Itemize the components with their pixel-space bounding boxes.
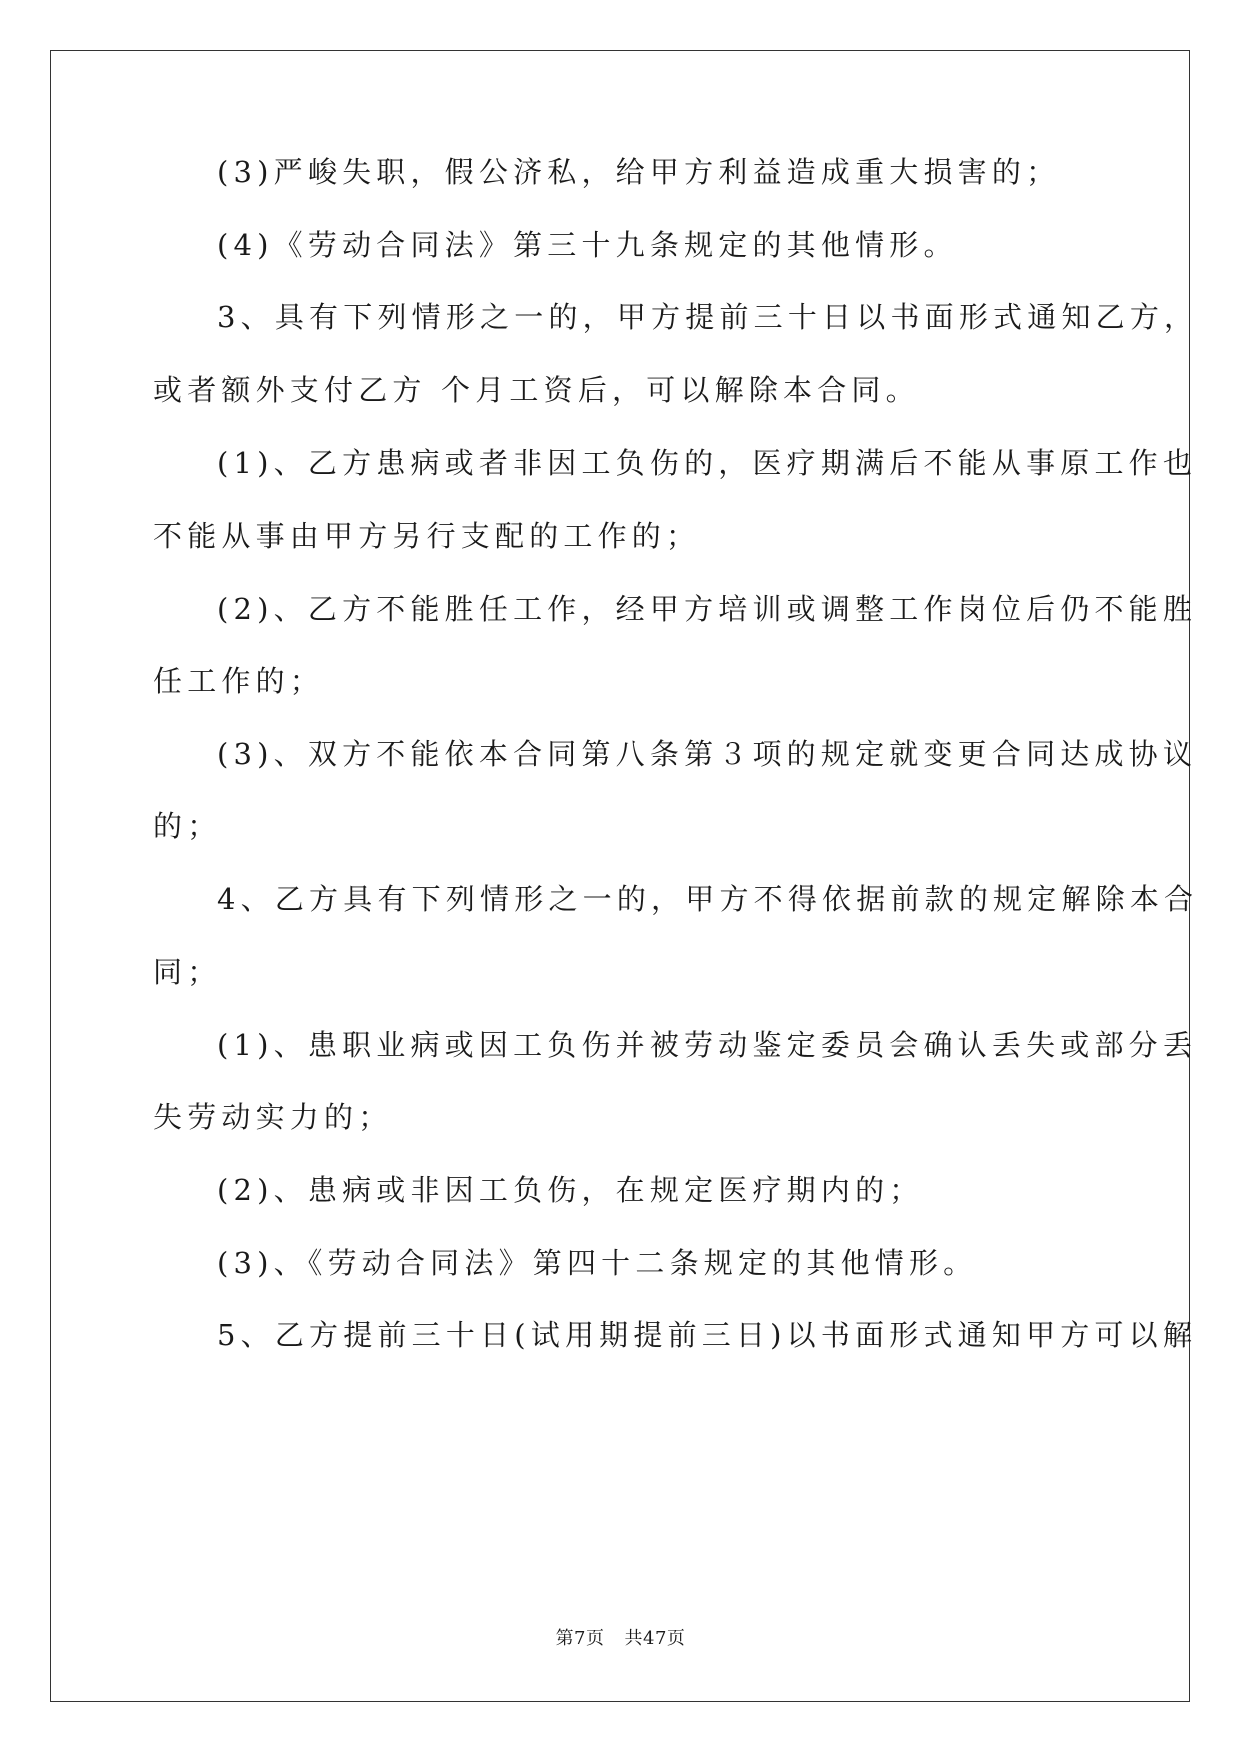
paragraph-line: 4、乙方具有下列情形之一的，甲方不得依据前款的规定解除本合 [217, 882, 1199, 916]
total-pages: 共47页 [624, 1628, 686, 1649]
paragraph-line: (3)严峻失职，假公济私，给甲方利益造成重大损害的； [217, 155, 1061, 189]
paragraph-line: 或者额外支付乙方 个月工资后，可以解除本合同。 [153, 373, 920, 407]
paragraph-line: (1)、乙方患病或者非因工负伤的，医疗期满后不能从事原工作也 [217, 446, 1198, 480]
paragraph-line: (4)《劳动合同法》第三十九条规定的其他情形。 [217, 228, 958, 262]
paragraph-line: 的； [153, 809, 222, 843]
paragraph-line: (2)、乙方不能胜任工作，经甲方培训或调整工作岗位后仍不能胜 [217, 592, 1198, 626]
paragraph-line: (2)、患病或非因工负伤，在规定医疗期内的； [217, 1173, 924, 1207]
paragraph-line: 同； [153, 955, 222, 989]
paragraph-line: 5、乙方提前三十日(试用期提前三日)以书面形式通知甲方可以解 [217, 1318, 1198, 1352]
paragraph-line: 失劳动实力的； [153, 1100, 393, 1134]
paragraph-line: 3、具有下列情形之一的，甲方提前三十日以书面形式通知乙方， [217, 300, 1199, 334]
paragraph-line: (3)、《劳动合同法》第四十二条规定的其他情形。 [217, 1246, 978, 1280]
page-footer [0, 1627, 1241, 1651]
paragraph-line: 任工作的； [153, 664, 325, 698]
paragraph-line: 不能从事由甲方另行支配的工作的； [153, 519, 701, 553]
paragraph-line: (1)、患职业病或因工负伤并被劳动鉴定委员会确认丢失或部分丢 [217, 1028, 1198, 1062]
page-number: 第7页 [555, 1628, 605, 1649]
paragraph-line: (3)、双方不能依本合同第八条第３项的规定就变更合同达成协议 [217, 737, 1198, 771]
